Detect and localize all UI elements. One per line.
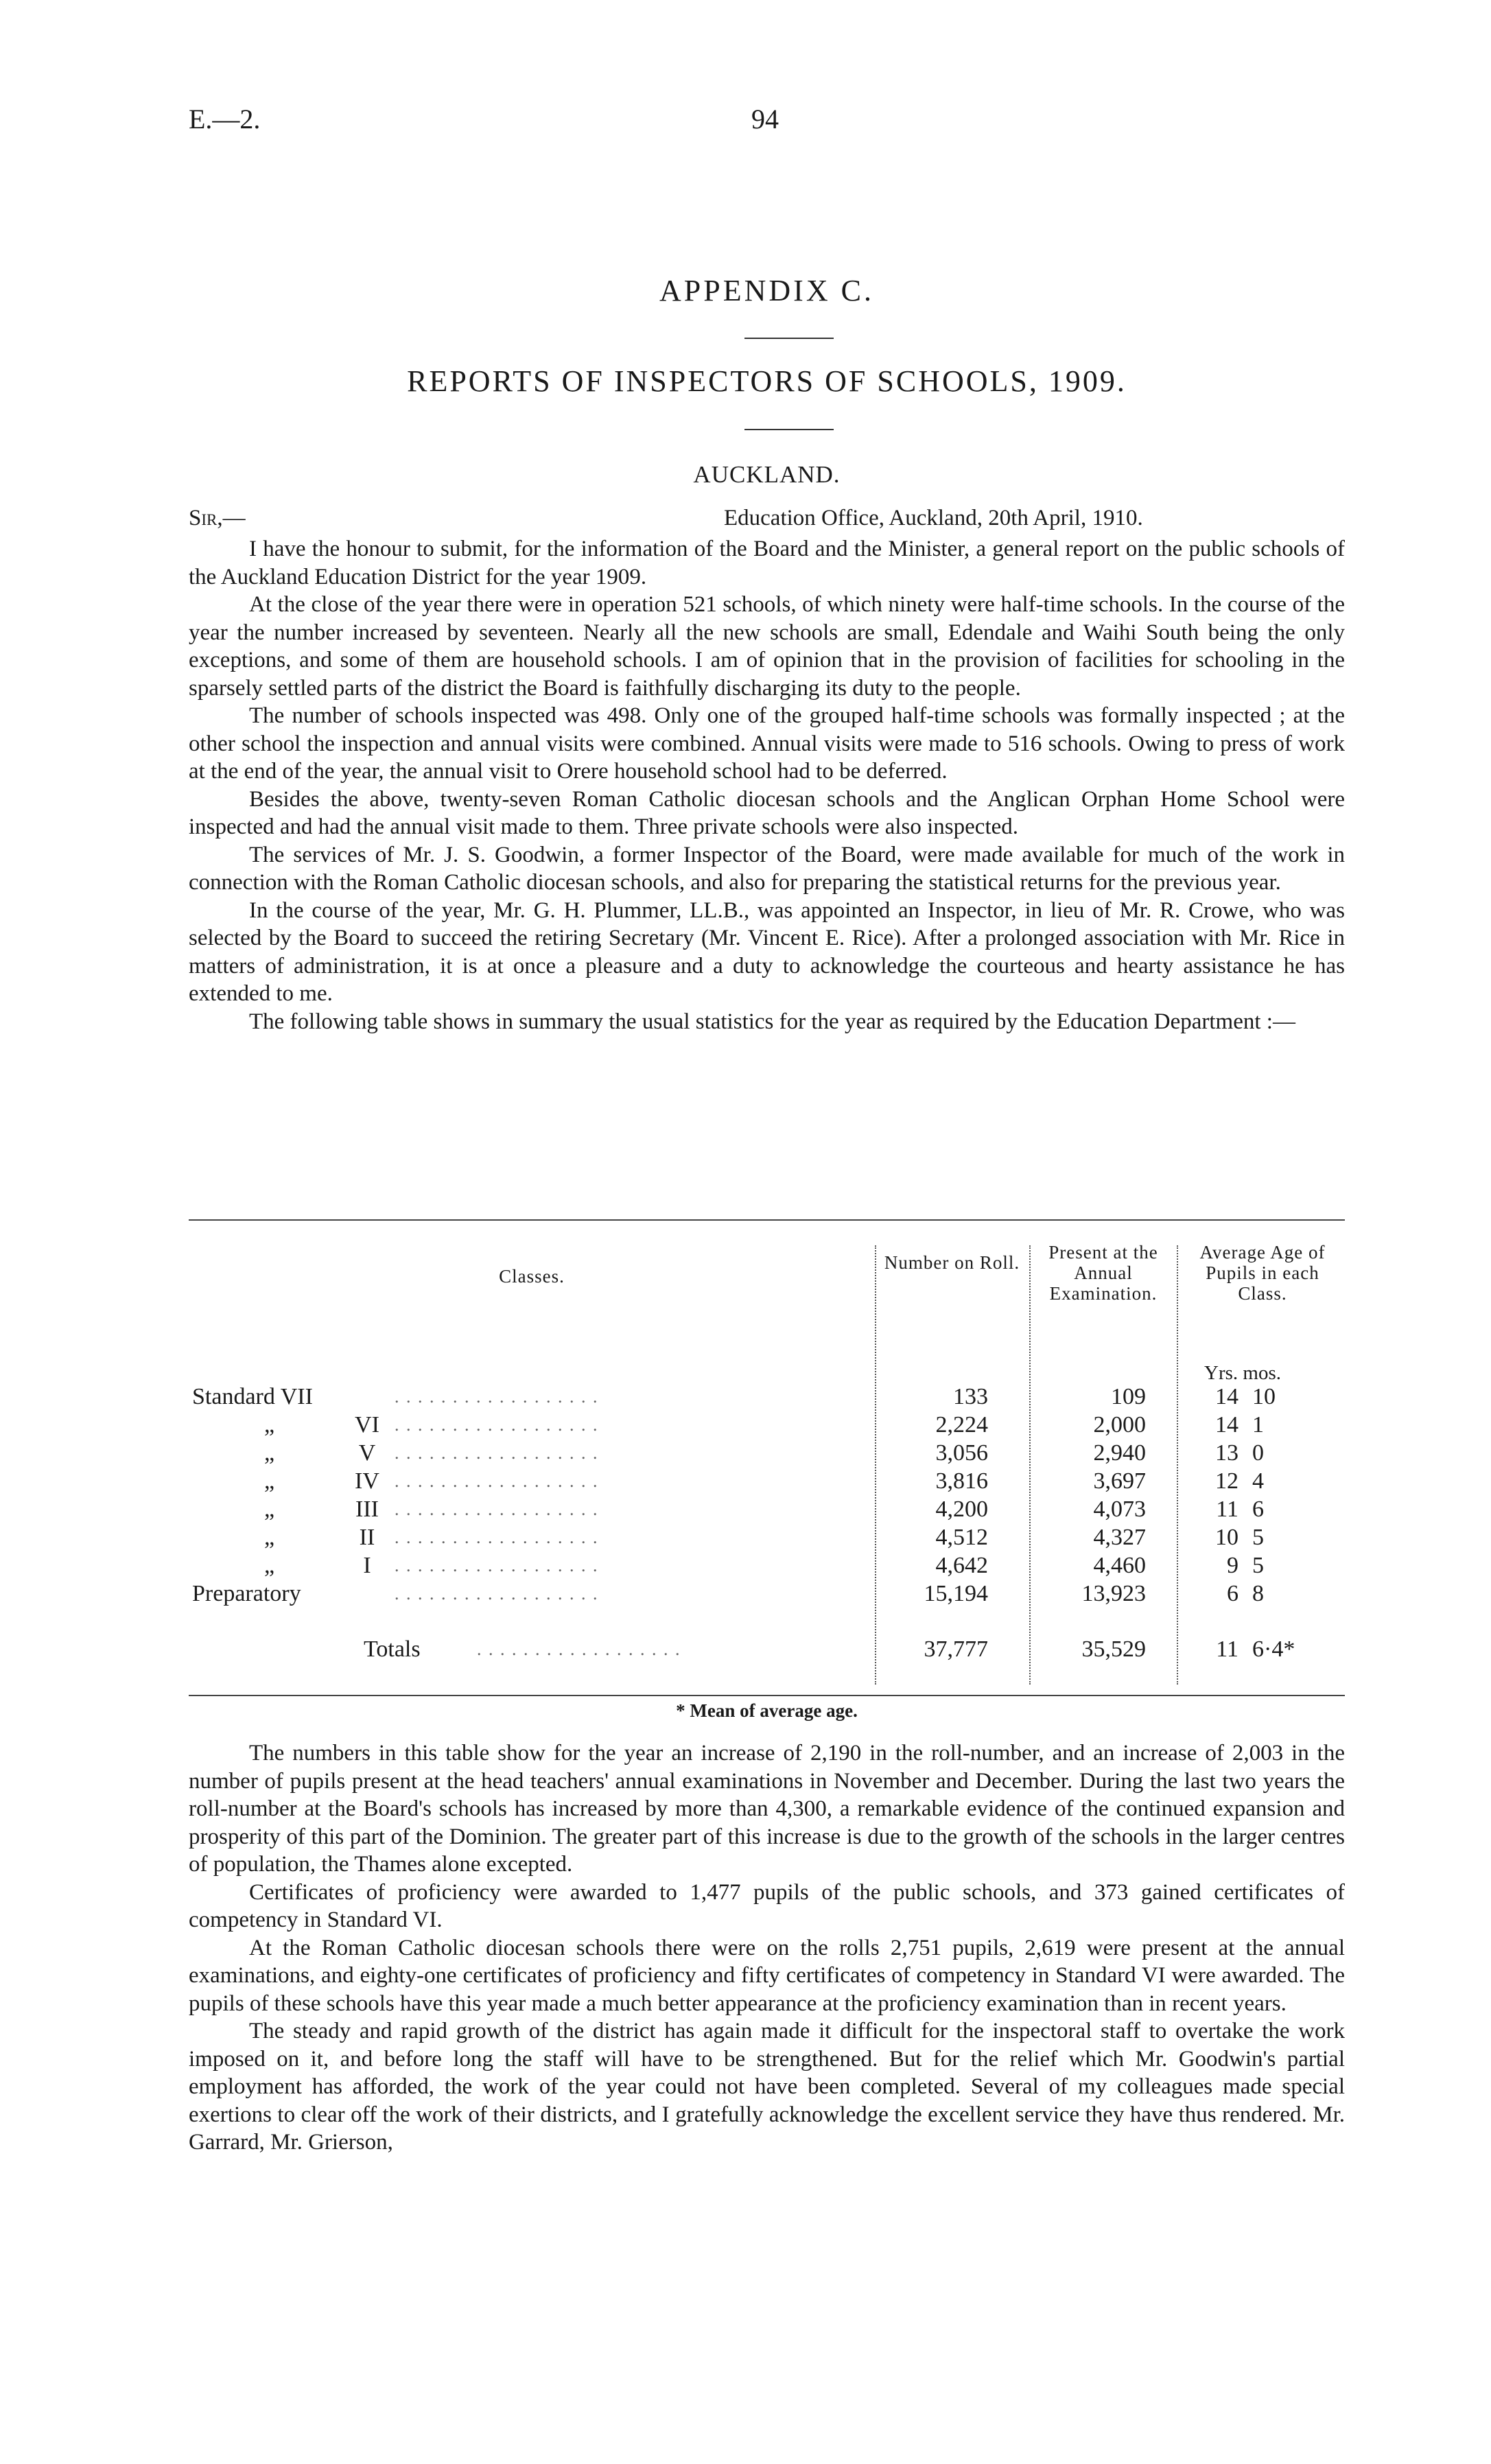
present-total: 35,529	[1081, 1636, 1146, 1662]
row-label: I	[363, 1553, 371, 1578]
age-units: Yrs. mos.	[1204, 1362, 1281, 1384]
age-years: 9	[1227, 1553, 1238, 1578]
ditto-mark: „	[264, 1412, 275, 1438]
paragraph: Certificates of proficiency were awarded to 1,477 pupils of the public schools, and 373 gained certificates of competency in Standard VI.	[189, 1879, 1345, 1932]
paragraph: I have the honour to submit, for the information of the Board and the Minister, a general report on the public schools of the Auckland Education District for the year 1909.	[189, 537, 1345, 589]
totals-label: Totals	[364, 1636, 421, 1662]
page-ref: E.—2.	[189, 104, 261, 134]
roll-value: 4,512	[935, 1525, 988, 1550]
ditto-mark: „	[264, 1525, 275, 1550]
row-label: VI	[355, 1412, 379, 1438]
ditto-mark: „	[264, 1468, 275, 1494]
present-value: 3,697	[1093, 1468, 1146, 1494]
age-years: 14	[1215, 1384, 1238, 1409]
age-months: 8	[1252, 1581, 1264, 1606]
age-months: 1	[1252, 1412, 1264, 1438]
table-footnote: * Mean of average age.	[676, 1700, 858, 1721]
present-value: 2,000	[1093, 1412, 1146, 1438]
table-row	[189, 1468, 1345, 1496]
page-number: 94	[751, 104, 779, 134]
age-years: 11	[1216, 1636, 1238, 1662]
paragraph: The steady and rapid growth of the district has again made it difficult for the inspectoral staff to overtake the work imposed on it, and before long the staff will have to be strengthened. But for the relief which Mr. Goodwin's partial employment has afforded, the work of the year could not have been completed. Several of my colleagues made special exertions to clear off the work of their districts, and I gratefully acknowledge the excellent service they have thus rendered. Mr. Garrard, Mr. Grierson,	[189, 2019, 1345, 2155]
district-title: AUCKLAND.	[693, 461, 841, 488]
roll-value: 4,200	[935, 1497, 988, 1522]
table-row	[189, 1497, 1345, 1524]
roll-value: 15,194	[924, 1581, 988, 1606]
row-label: III	[355, 1497, 379, 1522]
age-months: 6·4*	[1252, 1636, 1295, 1662]
salutation: Sir,—	[189, 506, 246, 530]
leader-dots: . . . . . . . . . . . . . . . . . .	[395, 1443, 599, 1463]
statistics-table	[189, 1218, 1345, 1712]
leader-dots: . . . . . . . . . . . . . . . . . .	[395, 1387, 599, 1407]
table-row	[189, 1581, 1345, 1608]
header-age: Average Age of Pupils in each Class.	[1199, 1242, 1326, 1304]
ditto-mark: „	[264, 1440, 275, 1466]
age-years: 13	[1215, 1440, 1238, 1466]
present-value: 13,923	[1081, 1581, 1146, 1606]
age-months: 10	[1252, 1384, 1276, 1409]
leader-dots: . . . . . . . . . . . . . . . . . .	[395, 1556, 599, 1575]
body-text-bottom	[189, 1739, 1345, 2157]
body-text-top	[189, 535, 1345, 1035]
table-row	[189, 1440, 1345, 1468]
row-label: Preparatory	[192, 1581, 301, 1606]
age-years: 12	[1215, 1468, 1238, 1494]
age-years: 14	[1215, 1412, 1238, 1438]
paragraph: In the course of the year, Mr. G. H. Plummer, LL.B., was appointed an Inspector, in lieu of Mr. R. Crowe, who was selected by the Board to succeed the retiring Secretary (Mr. Vincent E. Rice). After a prolonged association with Mr. Rice in matters of administration, it is at once a pleasure and a duty to acknowledge the courteous and hearty assistance he has extended to me.	[189, 897, 1345, 1006]
table-row	[189, 1553, 1345, 1580]
leader-dots: . . . . . . . . . . . . . . . . . .	[395, 1471, 599, 1491]
leader-dots: . . . . . . . . . . . . . . . . . .	[395, 1527, 599, 1547]
present-value: 4,073	[1093, 1497, 1146, 1522]
leader-dots: . . . . . . . . . . . . . . . . . .	[395, 1499, 599, 1519]
age-years: 6	[1227, 1581, 1238, 1606]
title-divider	[744, 429, 834, 430]
header-present: Present at the Annual Examination.	[1048, 1242, 1158, 1304]
paragraph: The following table shows in summary the usual statistics for the year as required by the Education Department :—	[249, 1009, 1295, 1034]
totals-row	[189, 1636, 1345, 1664]
paragraph: At the Roman Catholic diocesan schools there were on the rolls 2,751 pupils, 2,619 were present at the annual examinations, and eighty-one certificates of proficiency and fifty certificates of competency in Standard VI were awarded. The pupils of these schools have this year made a much better appearance at the proficiency examination than in recent years.	[189, 1935, 1345, 2016]
roll-total: 37,777	[924, 1636, 988, 1662]
header-roll: Number on Roll.	[884, 1252, 1020, 1273]
dateline: Education Office, Auckland, 20th April, 1910.	[724, 506, 1143, 530]
title-divider	[744, 338, 834, 339]
table-row	[189, 1384, 1345, 1411]
paragraph: Besides the above, twenty-seven Roman Catholic diocesan schools and the Anglican Orphan Home School were inspected and had the annual visit made to them. Three private schools were also inspected.	[189, 786, 1345, 839]
paragraph: At the close of the year there were in operation 521 schools, of which ninety were half-time schools. In the course of the year the number increased by seventeen. Nearly all the new schools are small, Edendale and Waihi South being the only exceptions, and some of them are household schools. I am of opinion that in the provision of facilities for schooling in the sparsely settled parts of the district the Board is faithfully discharging its duty to the people.	[189, 592, 1345, 701]
appendix-title: APPENDIX C.	[659, 274, 874, 307]
roll-value: 4,642	[935, 1553, 988, 1578]
age-years: 11	[1216, 1497, 1238, 1522]
leader-dots: . . . . . . . . . . . . . . . . . .	[477, 1639, 681, 1659]
age-months: 4	[1252, 1468, 1264, 1494]
age-months: 5	[1252, 1553, 1264, 1578]
table-row	[189, 1412, 1345, 1440]
roll-value: 133	[953, 1384, 988, 1409]
age-months: 0	[1252, 1440, 1264, 1466]
age-months: 5	[1252, 1525, 1264, 1550]
present-value: 4,327	[1093, 1525, 1146, 1550]
paragraph: The numbers in this table show for the year an increase of 2,190 in the roll-number, and an increase of 2,003 in the number of pupils present at the head teachers' annual examinations in November and December. During the last two years the roll-number at the Board's schools has increased by more than 4,300, a remarkable evidence of the continued expansion and prosperity of this part of the Dominion. The greater part of this increase is due to the growth of the schools in the larger centres of population, the Thames alone excepted.	[189, 1741, 1345, 1877]
leader-dots: . . . . . . . . . . . . . . . . . .	[395, 1415, 599, 1435]
row-label: IV	[355, 1468, 379, 1494]
roll-value: 3,056	[935, 1440, 988, 1466]
roll-value: 2,224	[935, 1412, 988, 1438]
report-title: REPORTS OF INSPECTORS OF SCHOOLS, 1909.	[407, 364, 1127, 398]
age-months: 6	[1252, 1497, 1264, 1522]
row-label: Standard VII	[192, 1384, 313, 1409]
ditto-mark: „	[264, 1497, 275, 1522]
paragraph: The services of Mr. J. S. Goodwin, a former Inspector of the Board, were made available for much of the work in connection with the Roman Catholic diocesan schools, and also for preparing the statistical returns for the previous year.	[189, 842, 1345, 895]
table-top-rule	[189, 1219, 1345, 1221]
roll-value: 3,816	[935, 1468, 988, 1494]
paragraph: The number of schools inspected was 498. Only one of the grouped half-time schools was formally inspected ; at the other school the inspection and annual visits were combined. Annual visits were made to 516 schools. Owing to press of work at the end of the year, the annual visit to Orere household school had to be deferred.	[189, 703, 1345, 784]
row-label: II	[359, 1525, 375, 1550]
table-row	[189, 1525, 1345, 1552]
table-bottom-rule	[189, 1695, 1345, 1696]
leader-dots: . . . . . . . . . . . . . . . . . .	[395, 1584, 599, 1604]
header-classes: Classes.	[499, 1266, 565, 1287]
present-value: 4,460	[1093, 1553, 1146, 1578]
present-value: 2,940	[1093, 1440, 1146, 1466]
age-years: 10	[1215, 1525, 1238, 1550]
row-label: V	[358, 1440, 376, 1466]
ditto-mark: „	[264, 1553, 275, 1578]
present-value: 109	[1111, 1384, 1146, 1409]
